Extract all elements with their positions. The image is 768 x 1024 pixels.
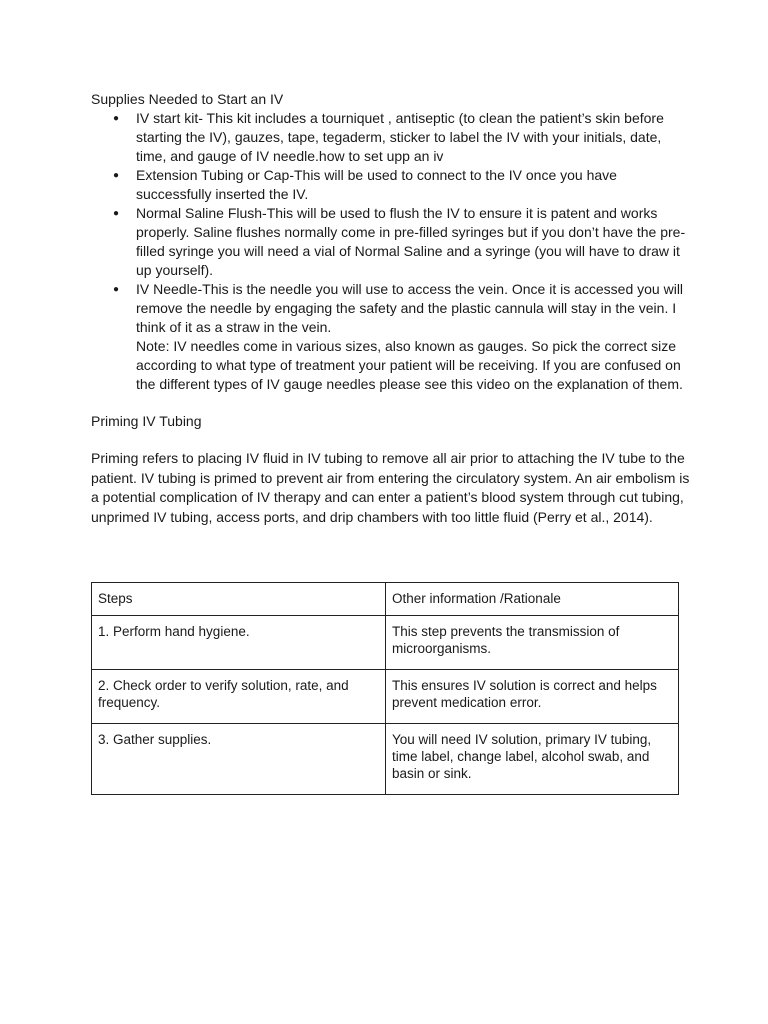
bullet-icon: ●	[113, 284, 120, 295]
list-item-text: Normal Saline Flush-This will be used to flush the IV to ensure it is patent and works properly. Saline flushes normally come in pre-filled syringes but if you don’t have the pre-filled syringe you will need a vial of Normal Saline and a syringe (you will have to draw it up yourself).	[136, 205, 686, 278]
list-item	[91, 166, 691, 204]
list-item-text: IV start kit- This kit includes a tourniquet , antiseptic (to clean the patient’s skin before starting the IV), gauzes, tape, tegaderm, sticker to label the IV with your initials, date, time, and gauge of IV needle.how to set upp an iv	[136, 110, 664, 164]
note-text: Note: IV needles come in various sizes, also known as gauges. So pick the correct size according to what type of treatment your patient will be receiving. If you are confused on the different types of IV gauge needles please see this video on the explanation of them.	[136, 338, 683, 392]
steps-table	[91, 582, 679, 795]
document-page	[91, 90, 691, 781]
section-title-priming: Priming IV Tubing	[91, 413, 202, 429]
bullet-icon: ●	[113, 113, 120, 124]
table-cell-rationale: This ensures IV solution is correct and helps prevent medication error.	[386, 670, 679, 724]
table-row	[92, 724, 679, 795]
priming-paragraph: Priming refers to placing IV fluid in IV tubing to remove all air prior to attaching the IV tube to the patient. IV tubing is primed to prevent air from entering the circulatory system. An air embolism is a potential complication of IV therapy and can enter a patient’s blood system through cut tubing, unprimed IV tubing, access ports, and drip chambers with too little fluid (Perry et al., 2014).	[91, 450, 690, 525]
table-row	[92, 616, 679, 670]
bullet-icon: ●	[113, 170, 120, 181]
list-item-text: Extension Tubing or Cap-This will be used to connect to the IV once you have successfully inserted the IV.	[136, 167, 617, 202]
section-title-supplies: Supplies Needed to Start an IV	[91, 91, 284, 107]
table-row	[92, 670, 679, 724]
list-item	[91, 280, 691, 394]
table-header-row	[92, 583, 679, 616]
list-item	[91, 109, 691, 166]
list-item	[91, 204, 691, 280]
column-header-rationale: Other information /Rationale	[386, 583, 679, 616]
table-cell-step: 3. Gather supplies.	[92, 724, 386, 795]
table-cell-rationale: You will need IV solution, primary IV tubing, time label, change label, alcohol swab, and basin or sink.	[386, 724, 679, 795]
table-cell-step: 1. Perform hand hygiene.	[92, 616, 386, 670]
bullet-icon: ●	[113, 208, 120, 219]
supplies-list	[91, 109, 691, 394]
list-item-text: IV Needle-This is the needle you will use to access the vein. Once it is accessed you will remove the needle by engaging the safety and the plastic cannula will stay in the vein. I think of it as a straw in the vein.	[136, 281, 684, 335]
table-cell-rationale: This step prevents the transmission of microorganisms.	[386, 616, 679, 670]
column-header-steps: Steps	[92, 583, 386, 616]
table-cell-step: 2. Check order to verify solution, rate, and frequency.	[92, 670, 386, 724]
